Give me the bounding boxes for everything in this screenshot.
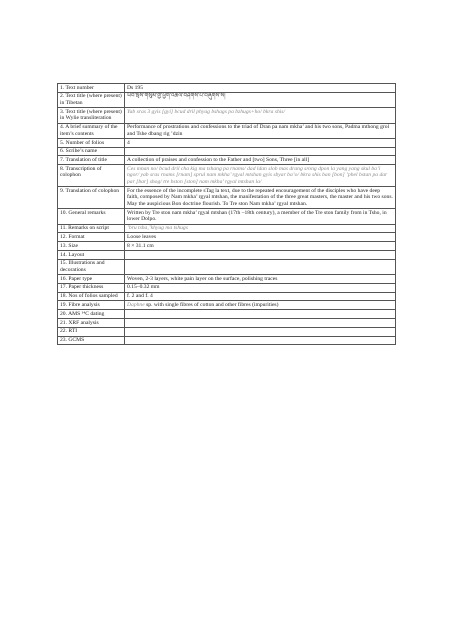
fibre-analysis-value xyxy=(125,301,396,310)
table-row xyxy=(58,327,396,336)
row-label: 22. RTI xyxy=(58,327,125,336)
catalogue-table xyxy=(57,83,396,345)
row-label: 14. Layout xyxy=(58,250,125,259)
row-label: 2. Text title (where present) in Tibetan xyxy=(58,92,125,107)
table-row xyxy=(58,250,396,259)
colophon-transcription: Ces mnan no/ bcud dril cha kig ma tshang pa rnams/ dad ldan slob mas drang srong dpon la yang yang skul ba’i ngor/ yab sras rnams [rnam] sprul nam mkha’ rgyal mtshan gyis sbyar ba’o/ bkra shis ban [bon] ’phel bstan pa dar par [bar] shog/ tre bston [ston] nam mkha’ rgyal mtshan la/ xyxy=(125,165,396,187)
row-value: A collection of praises and confession to the Father and [two] Sons, Three [in all] xyxy=(125,156,396,165)
row-label: 11. Remarks on script xyxy=(58,224,125,233)
row-value: 8 × 31.1 cm xyxy=(125,242,396,251)
row-label: 15. Illustrations and decorations xyxy=(58,259,125,274)
table-row xyxy=(58,138,396,147)
fibre-genus: Daphne xyxy=(127,302,145,308)
table-row xyxy=(58,318,396,327)
row-label: 1. Text number xyxy=(58,84,125,93)
row-value xyxy=(125,250,396,259)
row-label: 3. Text title (where present) in Wylie transliteration xyxy=(58,108,125,123)
row-label: 10. General remarks xyxy=(58,209,125,224)
table-row xyxy=(58,92,396,107)
tibetan-title: ཡབ་སྲས་གསུམ་གྱི་ཕྱག་འཚལ་བཤགས་པ་བཞུགས་སོ། xyxy=(125,92,396,107)
row-label: 8. Transcription of colophon xyxy=(58,165,125,187)
row-label: 4. A brief summary of the item’s contents xyxy=(58,123,125,138)
table-row xyxy=(58,123,396,138)
table-row xyxy=(58,292,396,301)
table-row xyxy=(58,108,396,123)
row-label: 9. Translation of colophon xyxy=(58,187,125,209)
row-label: 18. Nos of folios sampled xyxy=(58,292,125,301)
wylie-title: Yab sras 3 gyis [gyi] bcud dril phyag bshags pa bzhugs+ho/ bkra shis/ xyxy=(125,108,396,123)
table-row xyxy=(58,187,396,209)
table-row xyxy=(58,275,396,284)
table-row xyxy=(58,84,396,93)
row-label: 6. Scribe’s name xyxy=(58,147,125,156)
row-value xyxy=(125,310,396,319)
row-label: 13. Size xyxy=(58,242,125,251)
table-row xyxy=(58,156,396,165)
row-value xyxy=(125,259,396,274)
table-row xyxy=(58,224,396,233)
row-value: 0.15–0.32 mm xyxy=(125,283,396,292)
table-row xyxy=(58,310,396,319)
row-label: 16. Paper type xyxy=(58,275,125,284)
row-value xyxy=(125,327,396,336)
table-row xyxy=(58,283,396,292)
row-label: 21. XRF analysis xyxy=(58,318,125,327)
row-label: 17. Paper thickness xyxy=(58,283,125,292)
table-row xyxy=(58,242,396,251)
row-label: 5. Number of folios xyxy=(58,138,125,147)
row-value: For the essence of the incomplete sTag la text, due to the repeated encouragement of the disciples who have deep faith, composed by Nam mkha’ rgyal mtshan, the manifestation of the three great masters, the master and his two sons. May the auspicious Bon doctrine flourish. To Tre ston Nam mkha’ rgyal mtshan. xyxy=(125,187,396,209)
table-row xyxy=(58,147,396,156)
table-row xyxy=(58,233,396,242)
row-value xyxy=(125,336,396,345)
row-value xyxy=(125,147,396,156)
row-label: 19. Fibre analysis xyxy=(58,301,125,310)
row-label: 12. Format xyxy=(58,233,125,242)
table-row xyxy=(58,165,396,187)
table-row xyxy=(58,301,396,310)
fibre-description: sp. with single fibres of cotton and other fibres (impurities) xyxy=(144,302,279,308)
row-value: Loose leaves xyxy=(125,233,396,242)
table-row xyxy=(58,336,396,345)
row-value xyxy=(125,318,396,327)
table-row xyxy=(58,259,396,274)
row-value: 4 xyxy=(125,138,396,147)
row-label: 7. Translation of title xyxy=(58,156,125,165)
row-value: Woven, 2-3 layers, white pain layer on the surface, polishing traces xyxy=(125,275,396,284)
row-label: 23. GCMS xyxy=(58,336,125,345)
row-value: Ds 195 xyxy=(125,84,396,93)
row-value: f. 2 and f. 4 xyxy=(125,292,396,301)
table-row xyxy=(58,209,396,224)
script-remarks: ’bru tsha,’khyug ma tshugs xyxy=(125,224,396,233)
row-value: Written by Tre ston nam mkha’ rgyal mtshan (17th –18th century), a member of the Tre ston family from in Tsho, in lower Dolpo. xyxy=(125,209,396,224)
row-label: 20. AMS ¹⁴C dating xyxy=(58,310,125,319)
row-value: Performance of prostrations and confessions to the triad of Dran pa nam mkha’ and his two sons, Padma mthong grol and Tshe dbang rig ’dzin xyxy=(125,123,396,138)
